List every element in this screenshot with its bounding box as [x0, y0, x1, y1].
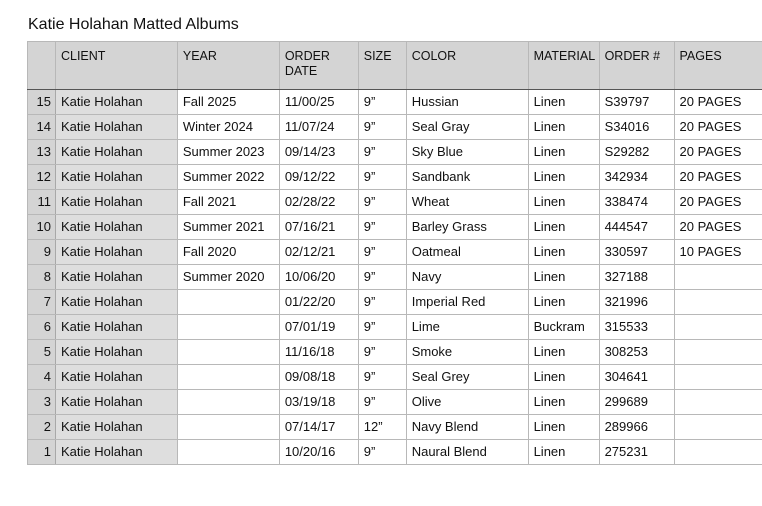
cell-material[interactable]: Linen [528, 140, 599, 165]
cell-material[interactable]: Linen [528, 165, 599, 190]
cell-order-number[interactable]: 299689 [599, 390, 674, 415]
cell-year[interactable]: Summer 2021 [177, 215, 279, 240]
cell-year[interactable] [177, 390, 279, 415]
cell-order-number[interactable]: 330597 [599, 240, 674, 265]
table-row [28, 115, 762, 140]
cell-order-date[interactable]: 10/06/20 [279, 265, 358, 290]
cell-size[interactable]: 9” [358, 340, 406, 365]
cell-order-date[interactable]: 11/00/25 [279, 90, 358, 115]
cell-order-number[interactable]: 327188 [599, 265, 674, 290]
cell-client[interactable]: Katie Holahan [55, 165, 177, 190]
cell-pages[interactable] [674, 390, 762, 415]
table-row [28, 365, 762, 390]
table-row [28, 90, 762, 115]
cell-client[interactable]: Katie Holahan [55, 265, 177, 290]
cell-material[interactable]: Linen [528, 265, 599, 290]
cell-order-number[interactable]: 321996 [599, 290, 674, 315]
cell-order-date[interactable]: 07/01/19 [279, 315, 358, 340]
column-header-year[interactable]: YEAR [177, 42, 279, 90]
cell-pages[interactable]: 20 PAGES [674, 215, 762, 240]
cell-color[interactable]: Oatmeal [406, 240, 528, 265]
cell-year[interactable]: Summer 2022 [177, 165, 279, 190]
cell-year[interactable]: Winter 2024 [177, 115, 279, 140]
cell-material[interactable]: Linen [528, 240, 599, 265]
cell-order-number[interactable]: 275231 [599, 440, 674, 465]
cell-material[interactable]: Linen [528, 190, 599, 215]
cell-order-number[interactable]: 315533 [599, 315, 674, 340]
cell-size[interactable]: 9” [358, 165, 406, 190]
cell-color[interactable]: Navy [406, 265, 528, 290]
cell-size[interactable]: 9” [358, 215, 406, 240]
cell-year[interactable] [177, 440, 279, 465]
table-row [28, 140, 762, 165]
cell-pages[interactable] [674, 290, 762, 315]
cell-client[interactable]: Katie Holahan [55, 440, 177, 465]
cell-year[interactable]: Fall 2020 [177, 240, 279, 265]
header-row [28, 42, 762, 90]
cell-client[interactable]: Katie Holahan [55, 215, 177, 240]
cell-year[interactable]: Fall 2021 [177, 190, 279, 215]
cell-order-date[interactable]: 11/16/18 [279, 340, 358, 365]
cell-color[interactable]: Imperial Red [406, 290, 528, 315]
cell-color[interactable]: Olive [406, 390, 528, 415]
cell-size[interactable]: 9” [358, 315, 406, 340]
cell-order-date[interactable]: 09/14/23 [279, 140, 358, 165]
sheet-title: Katie Holahan Matted Albums [28, 16, 239, 33]
cell-size[interactable]: 12” [358, 415, 406, 440]
cell-color[interactable]: Smoke [406, 340, 528, 365]
row-number[interactable]: 10 [28, 215, 56, 240]
table-row [28, 390, 762, 415]
cell-pages[interactable] [674, 315, 762, 340]
cell-client[interactable]: Katie Holahan [55, 140, 177, 165]
cell-color[interactable]: Wheat [406, 190, 528, 215]
cell-size[interactable]: 9” [358, 365, 406, 390]
row-number[interactable]: 7 [28, 290, 56, 315]
row-number[interactable]: 13 [28, 140, 56, 165]
cell-order-date[interactable]: 09/08/18 [279, 365, 358, 390]
cell-color[interactable]: Hussian [406, 90, 528, 115]
table-row [28, 415, 762, 440]
cell-material[interactable]: Linen [528, 340, 599, 365]
cell-year[interactable] [177, 315, 279, 340]
cell-material[interactable]: Linen [528, 365, 599, 390]
cell-order-date[interactable]: 07/16/21 [279, 215, 358, 240]
row-number[interactable]: 9 [28, 240, 56, 265]
cell-material[interactable]: Linen [528, 415, 599, 440]
cell-material[interactable]: Linen [528, 90, 599, 115]
column-header-client[interactable]: CLIENT [55, 42, 177, 90]
column-header-size[interactable]: SIZE [358, 42, 406, 90]
cell-order-date[interactable]: 07/14/17 [279, 415, 358, 440]
cell-pages[interactable] [674, 415, 762, 440]
cell-order-number[interactable]: S39797 [599, 90, 674, 115]
cell-client[interactable]: Katie Holahan [55, 340, 177, 365]
cell-size[interactable]: 9” [358, 265, 406, 290]
cell-year[interactable]: Summer 2023 [177, 140, 279, 165]
cell-year[interactable] [177, 365, 279, 390]
albums-table [27, 41, 762, 465]
cell-year[interactable] [177, 415, 279, 440]
cell-year[interactable] [177, 290, 279, 315]
table-row [28, 290, 762, 315]
cell-size[interactable]: 9” [358, 190, 406, 215]
cell-color[interactable]: Seal Gray [406, 115, 528, 140]
cell-order-date[interactable]: 02/28/22 [279, 190, 358, 215]
cell-pages[interactable] [674, 340, 762, 365]
cell-color[interactable]: Lime [406, 315, 528, 340]
row-number[interactable]: 6 [28, 315, 56, 340]
row-number[interactable]: 5 [28, 340, 56, 365]
cell-order-date[interactable]: 01/22/20 [279, 290, 358, 315]
cell-color[interactable]: Sandbank [406, 165, 528, 190]
cell-color[interactable]: Naural Blend [406, 440, 528, 465]
cell-year[interactable]: Fall 2025 [177, 90, 279, 115]
cell-color[interactable]: Navy Blend [406, 415, 528, 440]
cell-pages[interactable] [674, 440, 762, 465]
cell-size[interactable]: 9” [358, 290, 406, 315]
cell-order-number[interactable]: 289966 [599, 415, 674, 440]
cell-size[interactable]: 9” [358, 90, 406, 115]
cell-material[interactable]: Linen [528, 215, 599, 240]
cell-size[interactable]: 9” [358, 140, 406, 165]
column-header-color[interactable]: COLOR [406, 42, 528, 90]
cell-color[interactable]: Seal Grey [406, 365, 528, 390]
row-number[interactable]: 15 [28, 90, 56, 115]
cell-pages[interactable]: 20 PAGES [674, 140, 762, 165]
cell-order-date[interactable]: 10/20/16 [279, 440, 358, 465]
cell-client[interactable]: Katie Holahan [55, 115, 177, 140]
table-row [28, 315, 762, 340]
cell-client[interactable]: Katie Holahan [55, 90, 177, 115]
cell-pages[interactable] [674, 365, 762, 390]
cell-client[interactable]: Katie Holahan [55, 190, 177, 215]
table-row [28, 240, 762, 265]
table-row [28, 215, 762, 240]
cell-material[interactable]: Buckram [528, 315, 599, 340]
cell-client[interactable]: Katie Holahan [55, 365, 177, 390]
cell-color[interactable]: Sky Blue [406, 140, 528, 165]
row-number[interactable]: 12 [28, 165, 56, 190]
cell-client[interactable]: Katie Holahan [55, 415, 177, 440]
row-number[interactable]: 14 [28, 115, 56, 140]
cell-pages[interactable]: 10 PAGES [674, 240, 762, 265]
cell-order-number[interactable]: 444547 [599, 215, 674, 240]
cell-size[interactable]: 9” [358, 390, 406, 415]
cell-color[interactable]: Barley Grass [406, 215, 528, 240]
cell-material[interactable]: Linen [528, 115, 599, 140]
cell-client[interactable]: Katie Holahan [55, 240, 177, 265]
cell-year[interactable] [177, 340, 279, 365]
row-number[interactable]: 1 [28, 440, 56, 465]
row-number[interactable]: 4 [28, 365, 56, 390]
cell-pages[interactable]: 20 PAGES [674, 115, 762, 140]
cell-material[interactable]: Linen [528, 390, 599, 415]
cell-year[interactable]: Summer 2020 [177, 265, 279, 290]
cell-order-number[interactable]: 308253 [599, 340, 674, 365]
column-header-pages[interactable]: PAGES [674, 42, 762, 90]
cell-pages[interactable]: 20 PAGES [674, 165, 762, 190]
table-row [28, 190, 762, 215]
table-row [28, 265, 762, 290]
row-number[interactable]: 2 [28, 415, 56, 440]
cell-pages[interactable] [674, 265, 762, 290]
cell-material[interactable]: Linen [528, 440, 599, 465]
row-number[interactable]: 8 [28, 265, 56, 290]
cell-order-number[interactable]: 338474 [599, 190, 674, 215]
cell-order-date[interactable]: 11/07/24 [279, 115, 358, 140]
column-header-material[interactable]: MATERIAL [528, 42, 599, 90]
cell-order-number[interactable]: S34016 [599, 115, 674, 140]
table-row [28, 440, 762, 465]
cell-pages[interactable]: 20 PAGES [674, 190, 762, 215]
cell-order-date[interactable]: 02/12/21 [279, 240, 358, 265]
row-number-header[interactable] [28, 42, 56, 90]
cell-size[interactable]: 9” [358, 240, 406, 265]
table-row [28, 340, 762, 365]
cell-client[interactable]: Katie Holahan [55, 315, 177, 340]
cell-order-number[interactable]: 342934 [599, 165, 674, 190]
row-number[interactable]: 3 [28, 390, 56, 415]
column-header-order-date[interactable]: ORDER DATE [279, 42, 358, 90]
cell-order-date[interactable]: 03/19/18 [279, 390, 358, 415]
cell-client[interactable]: Katie Holahan [55, 390, 177, 415]
cell-size[interactable]: 9” [358, 440, 406, 465]
table-row [28, 165, 762, 190]
row-number[interactable]: 11 [28, 190, 56, 215]
cell-material[interactable]: Linen [528, 290, 599, 315]
cell-client[interactable]: Katie Holahan [55, 290, 177, 315]
cell-order-date[interactable]: 09/12/22 [279, 165, 358, 190]
cell-order-number[interactable]: S29282 [599, 140, 674, 165]
column-header-order-number[interactable]: ORDER # [599, 42, 674, 90]
cell-pages[interactable]: 20 PAGES [674, 90, 762, 115]
cell-order-number[interactable]: 304641 [599, 365, 674, 390]
cell-size[interactable]: 9” [358, 115, 406, 140]
